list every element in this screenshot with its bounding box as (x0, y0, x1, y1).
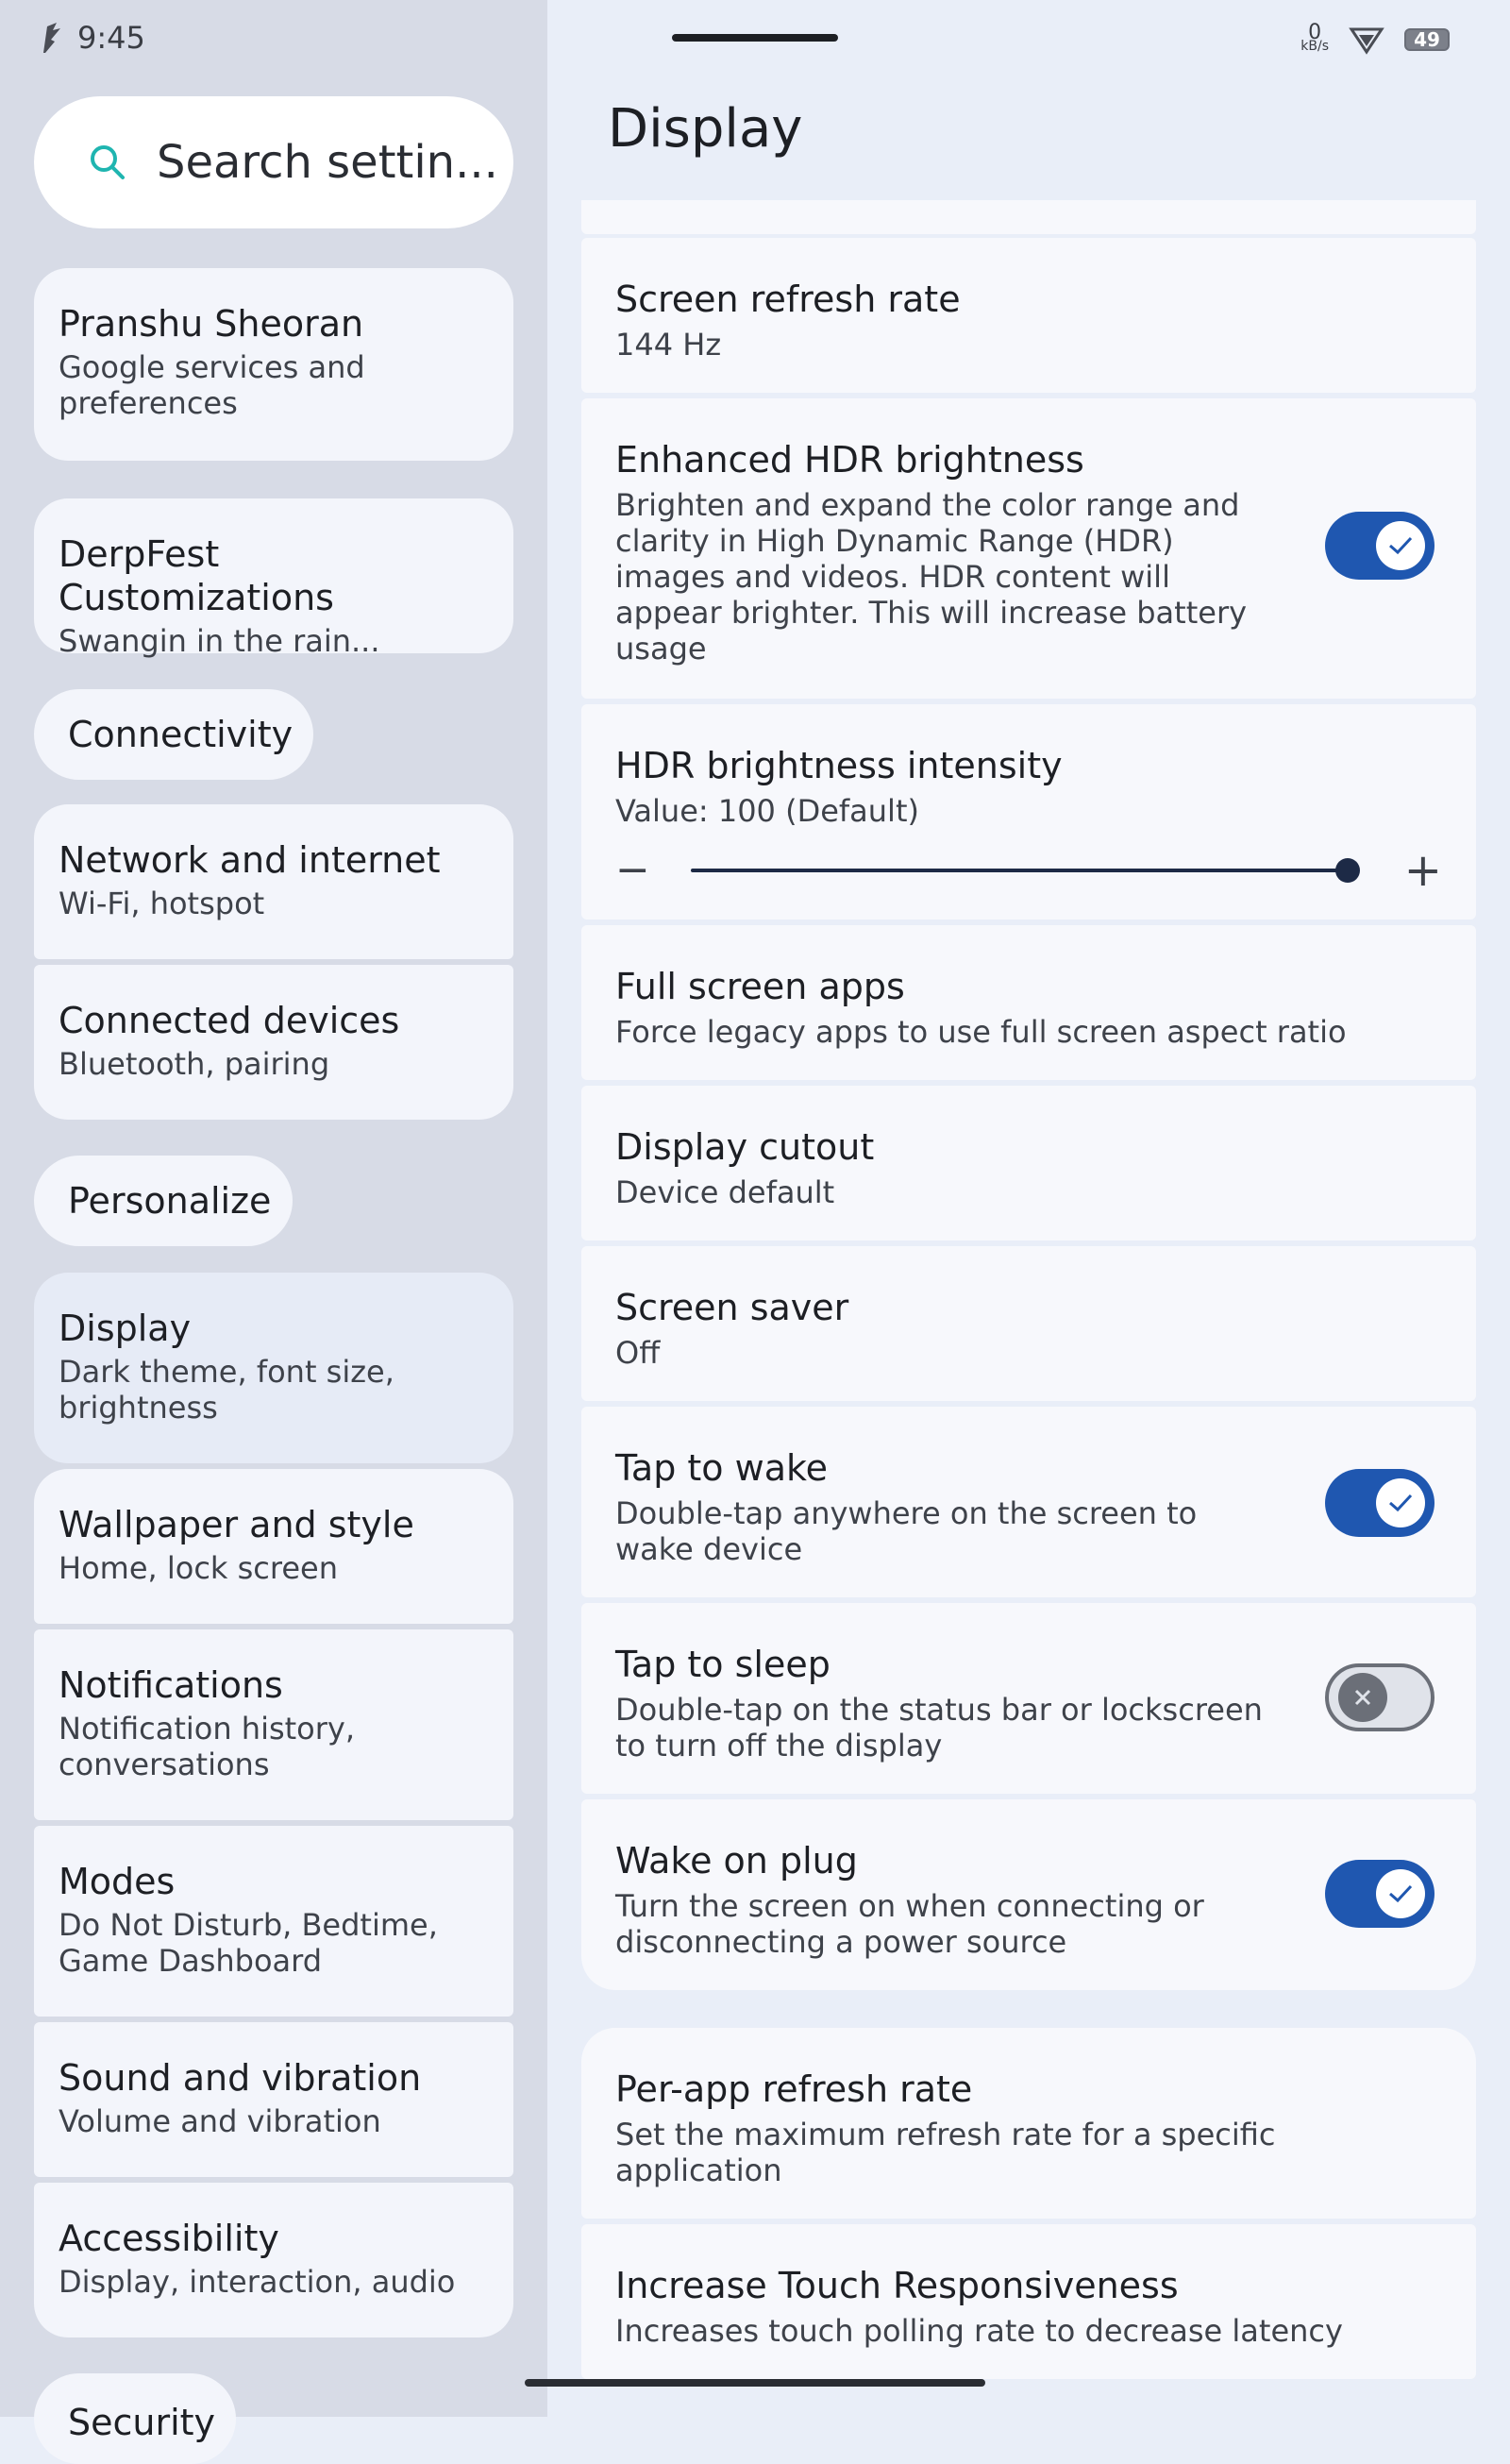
net-speed (1300, 21, 1329, 54)
derpfest-title: DerpFest Customizations (59, 533, 334, 618)
search-icon (87, 142, 128, 183)
search-input[interactable]: Search settin... (157, 136, 498, 189)
toggle-knob (1376, 1869, 1425, 1918)
setting-subtitle: Force legacy apps to use full screen aspect ratio (615, 1014, 1347, 1050)
sidebar-item-subtitle: Wi-Fi, hotspot (59, 886, 265, 921)
check-icon (1387, 1493, 1414, 1513)
account-card[interactable] (34, 268, 513, 461)
setting-screen-saver[interactable] (581, 1246, 1476, 1401)
sidebar-item-connected-devices[interactable] (34, 965, 513, 1120)
net-speed-unit: kB/s (1300, 39, 1329, 54)
setting-screen-refresh-rate[interactable] (581, 238, 1476, 393)
sidebar-item-title: Connected devices (59, 1000, 400, 1041)
page-title: Display (608, 98, 803, 160)
setting-subtitle: Double-tap anywhere on the screen to wake device (615, 1495, 1198, 1567)
sidebar-item-subtitle: Home, lock screen (59, 1550, 338, 1586)
status-time: 9:45 (77, 20, 145, 56)
slider-track[interactable] (691, 869, 1348, 872)
search-bar[interactable] (34, 96, 513, 228)
setting-subtitle: Device default (615, 1174, 835, 1210)
top-handle (672, 34, 838, 42)
slider-plus-button[interactable]: + (1403, 844, 1442, 897)
slider-minus-button[interactable]: − (615, 846, 650, 894)
sidebar-item-title: Sound and vibration (59, 2057, 422, 2099)
enhanced-hdr-toggle[interactable] (1325, 512, 1434, 580)
sidebar-item-subtitle: Display, interaction, audio (59, 2264, 456, 2300)
section-security (34, 2373, 236, 2464)
toggle-knob (1338, 1673, 1387, 1722)
setting-title: Wake on plug (615, 1840, 858, 1882)
setting-title: Full screen apps (615, 966, 905, 1007)
setting-enhanced-hdr[interactable] (581, 398, 1476, 699)
setting-subtitle: Off (615, 1335, 661, 1371)
derpfest-card[interactable] (34, 498, 513, 659)
slider-thumb[interactable] (1335, 858, 1360, 883)
card-top-partial (581, 200, 1476, 234)
toggle-knob (1376, 521, 1425, 570)
check-icon (1387, 535, 1414, 556)
sidebar-item-accessibility[interactable] (34, 2183, 513, 2337)
setting-title: Increase Touch Responsiveness (615, 2265, 1179, 2306)
setting-subtitle: Double-tap on the status bar or lockscreen to turn off the display (615, 1692, 1263, 1764)
account-title: Pranshu Sheoran (59, 303, 364, 345)
wifi-icon (1350, 25, 1384, 54)
setting-subtitle: Brighten and expand the color range and clarity in High Dynamic Range (HDR) images and videos. HDR content will appear brighter. This will increase battery usage (615, 487, 1248, 667)
setting-subtitle: Set the maximum refresh rate for a specific application (615, 2117, 1276, 2188)
setting-title: Display cutout (615, 1126, 875, 1168)
status-bar-left (38, 19, 145, 57)
section-connectivity: Connectivity (34, 689, 313, 780)
close-icon (1352, 1687, 1373, 1708)
sidebar-item-notifications[interactable] (34, 1629, 513, 1820)
sidebar-item-title: Display (59, 1308, 192, 1349)
setting-per-app-refresh-rate[interactable] (581, 2028, 1476, 2219)
account-subtitle: Google services and preferences (59, 349, 365, 421)
wake-on-plug-toggle[interactable] (1325, 1860, 1434, 1928)
setting-title: Screen refresh rate (615, 278, 961, 320)
setting-subtitle: Increases touch polling rate to decrease latency (615, 2313, 1343, 2349)
setting-tap-to-wake[interactable] (581, 1407, 1476, 1597)
sidebar-item-subtitle: Bluetooth, pairing (59, 1046, 330, 1082)
setting-title: Tap to wake (615, 1447, 829, 1489)
derpfest-subtitle: Swangin in the rain... (59, 623, 380, 659)
sidebar-item-subtitle: Notification history, conversations (59, 1711, 356, 1782)
sidebar-item-title: Accessibility (59, 2218, 279, 2259)
status-bar-right (1300, 21, 1450, 59)
section-security-label: Security (68, 2402, 216, 2443)
sidebar-item-display[interactable] (34, 1273, 513, 1463)
hdr-intensity-slider[interactable] (615, 844, 1442, 897)
setting-touch-responsiveness[interactable] (581, 2224, 1476, 2379)
toggle-knob (1376, 1478, 1425, 1527)
sidebar-item-title: Modes (59, 1861, 176, 1902)
sidebar-item-title: Wallpaper and style (59, 1504, 414, 1545)
setting-title: HDR brightness intensity (615, 745, 1063, 786)
tap-to-wake-toggle[interactable] (1325, 1469, 1434, 1537)
setting-title: Enhanced HDR brightness (615, 439, 1084, 481)
setting-subtitle: Turn the screen on when connecting or disconnecting a power source (615, 1888, 1204, 1960)
setting-title: Tap to sleep (615, 1644, 830, 1685)
setting-title: Screen saver (615, 1287, 849, 1328)
sidebar-item-wallpaper[interactable] (34, 1469, 513, 1624)
sidebar-item-network[interactable] (34, 804, 513, 959)
setting-title: Per-app refresh rate (615, 2068, 973, 2110)
section-personalize: Personalize (34, 1156, 293, 1246)
sidebar-item-subtitle: Dark theme, font size, brightness (59, 1354, 394, 1426)
setting-subtitle: Value: 100 (Default) (615, 793, 919, 829)
setting-display-cutout[interactable] (581, 1086, 1476, 1240)
sidebar-item-subtitle: Volume and vibration (59, 2103, 381, 2139)
battery-level: 49 (1414, 28, 1440, 51)
setting-tap-to-sleep[interactable] (581, 1603, 1476, 1794)
sidebar-item-sound[interactable] (34, 2022, 513, 2177)
battery-icon (1404, 28, 1450, 51)
net-speed-value: 0 (1308, 21, 1322, 44)
gesture-nav-bar[interactable] (525, 2379, 985, 2387)
sidebar-item-title: Network and internet (59, 839, 441, 881)
setting-subtitle: 144 Hz (615, 327, 722, 363)
sidebar-item-modes[interactable] (34, 1826, 513, 2017)
setting-full-screen-apps[interactable] (581, 925, 1476, 1080)
setting-wake-on-plug[interactable] (581, 1799, 1476, 1990)
bird-notification-icon (38, 21, 64, 55)
check-icon (1387, 1883, 1414, 1904)
sidebar-item-subtitle: Do Not Disturb, Bedtime, Game Dashboard (59, 1907, 438, 1979)
setting-hdr-intensity (581, 704, 1476, 920)
tap-to-sleep-toggle[interactable] (1325, 1663, 1434, 1731)
sidebar-item-title: Notifications (59, 1664, 283, 1706)
